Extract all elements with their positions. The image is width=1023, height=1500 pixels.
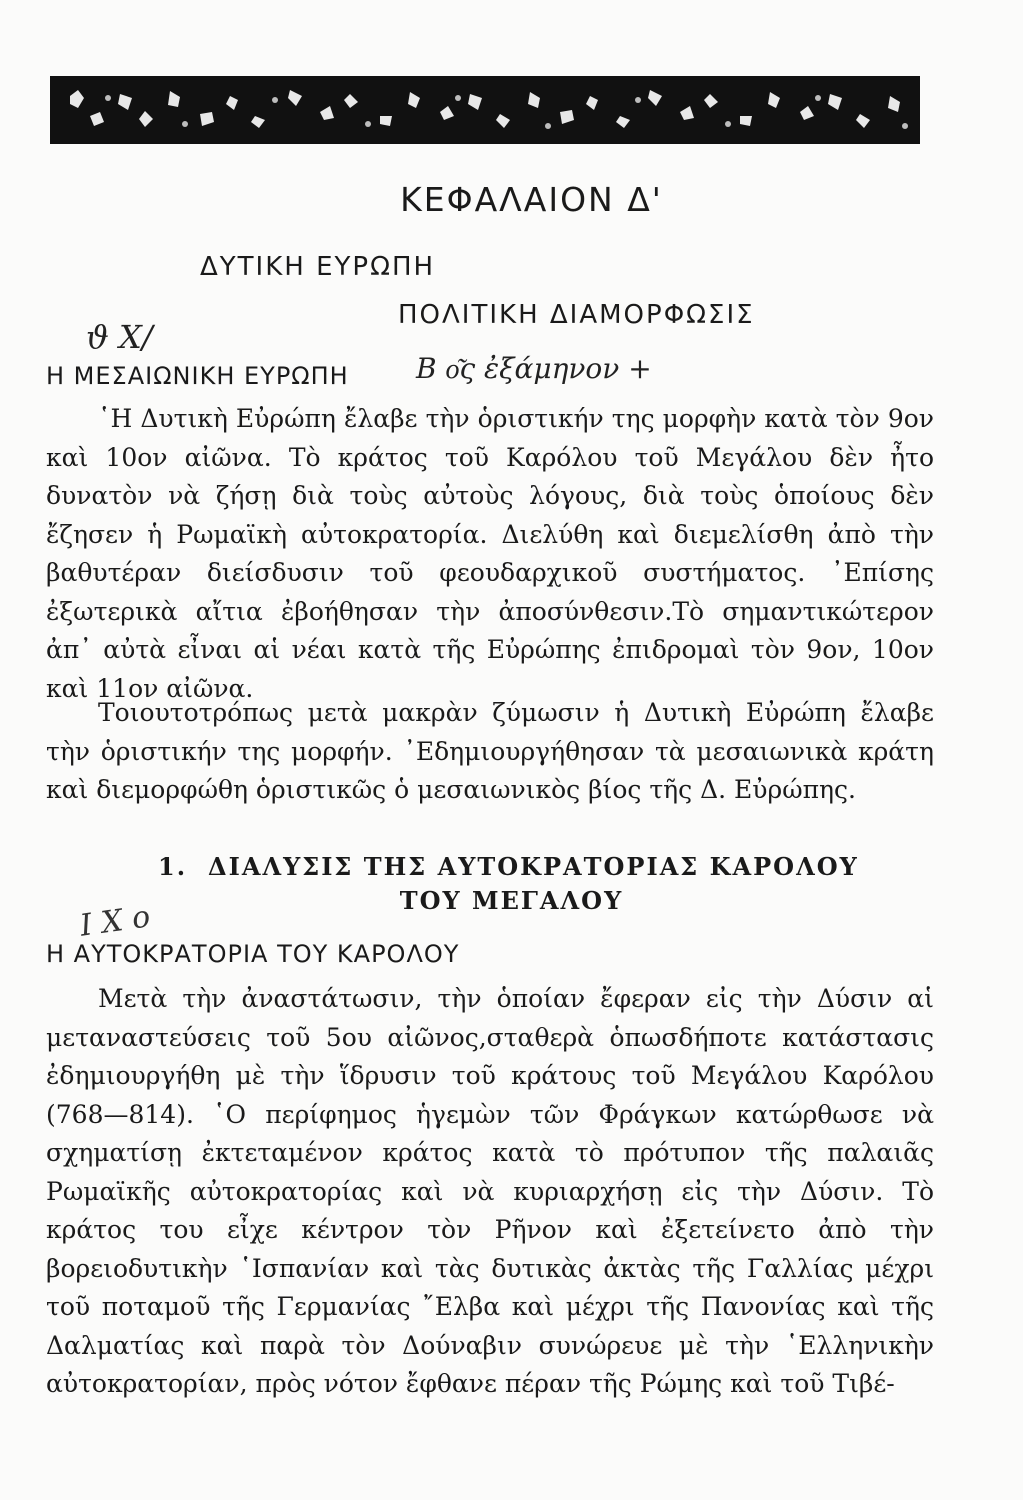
decorative-header-band bbox=[50, 76, 920, 144]
paragraph-1-text: ῾Η Δυτικὴ Εὐρώπη ἔλαβε τὴν ὁριστικήν της μορφὴν κατὰ τὸν 9ον καὶ 10ον αἰῶνα. Τὸ κράτος τοῦ Καρόλου τοῦ Μεγάλου δὲν ἦτο δυνατὸν νὰ ζήσῃ διὰ τοὺς αὐτοὺς λόγους, διὰ τοὺς ὁποίους δὲν ἔζησεν ἡ Ρωμαϊκὴ αὐτοκρατορία. Διελύθη καὶ διεμελίσθη ἀπὸ τὴν βαθυτέραν διείσδυσιν τοῦ φεουδαρχικοῦ συστήματος. ᾿Επίσης ἐξωτερικὰ αἴτια ἐβοήθησαν τὴν ἀποσύνθεσιν.Τὸ σημαντικώτερον ἀπ᾿ αὐτὰ εἶναι αἱ νέαι κατὰ τῆς Εὐρώπης ἐπιδρομαὶ τὸν 9ον, 10ον καὶ 11ον αἰῶνα. bbox=[46, 404, 934, 703]
paragraph-3-text: Μετὰ τὴν ἀναστάτωσιν, τὴν ὁποίαν ἔφεραν εἰς τὴν Δύσιν αἱ μεταναστεύσεις τοῦ 5ου αἰῶνος,σταθερὰ ὁπωσδήποτε κατάστασις ἐδημιουργήθη μὲ τὴν ἵδρυσιν τοῦ κράτους τοῦ Μεγάλου Καρόλου (768—814). ῾Ο περίφημος ἡγεμὼν τῶν Φράγκων κατώρθωσε νὰ σχηματίσῃ ἐκτεταμένον κράτος κατὰ τὸ πρότυπον τῆς παλαιᾶς Ρωμαϊκῆς αὐτοκρατορίας καὶ νὰ κυριαρχήσῃ εἰς τὴν Δύσιν. Τὸ κράτος του εἶχε κέντρον τὸν Ρῆνον καὶ ἐξετείνετο ἀπὸ τὴν βορειοδυτικὴν ῾Ισπανίαν καὶ τὰς δυτικὰς ἀκτὰς τῆς Γαλλίας μέχρι τοῦ ποταμοῦ τῆς Γερμανίας ῎Ελβα καὶ μέχρι τῆς Πανονίας καὶ τῆς Δαλματίας καὶ παρὰ τὸν Δούναβιν συνώρευε μὲ τὴν ῾Ελληνικὴν αὐτοκρατορίαν, πρὸς νότον ἔφθανε πέραν τῆς Ρώμης καὶ τοῦ Τιβέ- bbox=[46, 984, 934, 1398]
section-heading-line-1 bbox=[118, 852, 938, 881]
section-heading-number: 1. bbox=[158, 852, 188, 881]
paragraph-1 bbox=[46, 400, 934, 708]
subheading-medieval-europe: Η ΜΕΣΑΙΩΝΙΚΗ ΕΥΡΩΠΗ bbox=[46, 362, 349, 390]
section-title: ΔΥΤΙΚΗ ΕΥΡΩΠΗ bbox=[200, 252, 436, 282]
subheading-charlemagne-empire: Η ΑΥΤΟΚΡΑΤΟΡΙΑ ΤΟΥ ΚΑΡΟΛΟΥ bbox=[46, 940, 460, 968]
handwritten-margin-note: ϑ Χ/ bbox=[86, 318, 153, 356]
chapter-title: ΚΕΦΑΛΑΙΟΝ Δ' bbox=[400, 180, 663, 219]
paragraph-3 bbox=[46, 980, 934, 1404]
ornament-pattern-icon bbox=[50, 76, 920, 144]
section-heading-line-2: ΤΟΥ ΜΕΓΑΛΟΥ bbox=[399, 886, 624, 915]
paragraph-2 bbox=[46, 694, 934, 810]
subsection-title: ΠΟΛΙΤΙΚΗ ΔΙΑΜΟΡΦΩΣΙΣ bbox=[398, 300, 755, 330]
handwritten-margin-note-2: Ι Χ ο bbox=[77, 899, 153, 944]
section-heading-text-1: ΔΙΑΛΥΣΙΣ ΤΗΣ ΑΥΤΟΚΡΑΤΟΡΙΑΣ ΚΑΡΟΛΟΥ bbox=[208, 852, 859, 881]
handwritten-inline-note: Β ο͂ς ἐξάμηνον + bbox=[416, 352, 652, 385]
paragraph-2-text: Τοιουτοτρόπως μετὰ μακρὰν ζύμωσιν ἡ Δυτικὴ Εὐρώπη ἔλαβε τὴν ὁριστικήν της μορφήν. ᾿Εδημιουργήθησαν τὰ μεσαιωνικὰ κράτη καὶ διεμορφώθη ὁριστικῶς ὁ μεσαιωνικὸς βίος τῆς Δ. Εὐρώπης. bbox=[46, 698, 934, 804]
